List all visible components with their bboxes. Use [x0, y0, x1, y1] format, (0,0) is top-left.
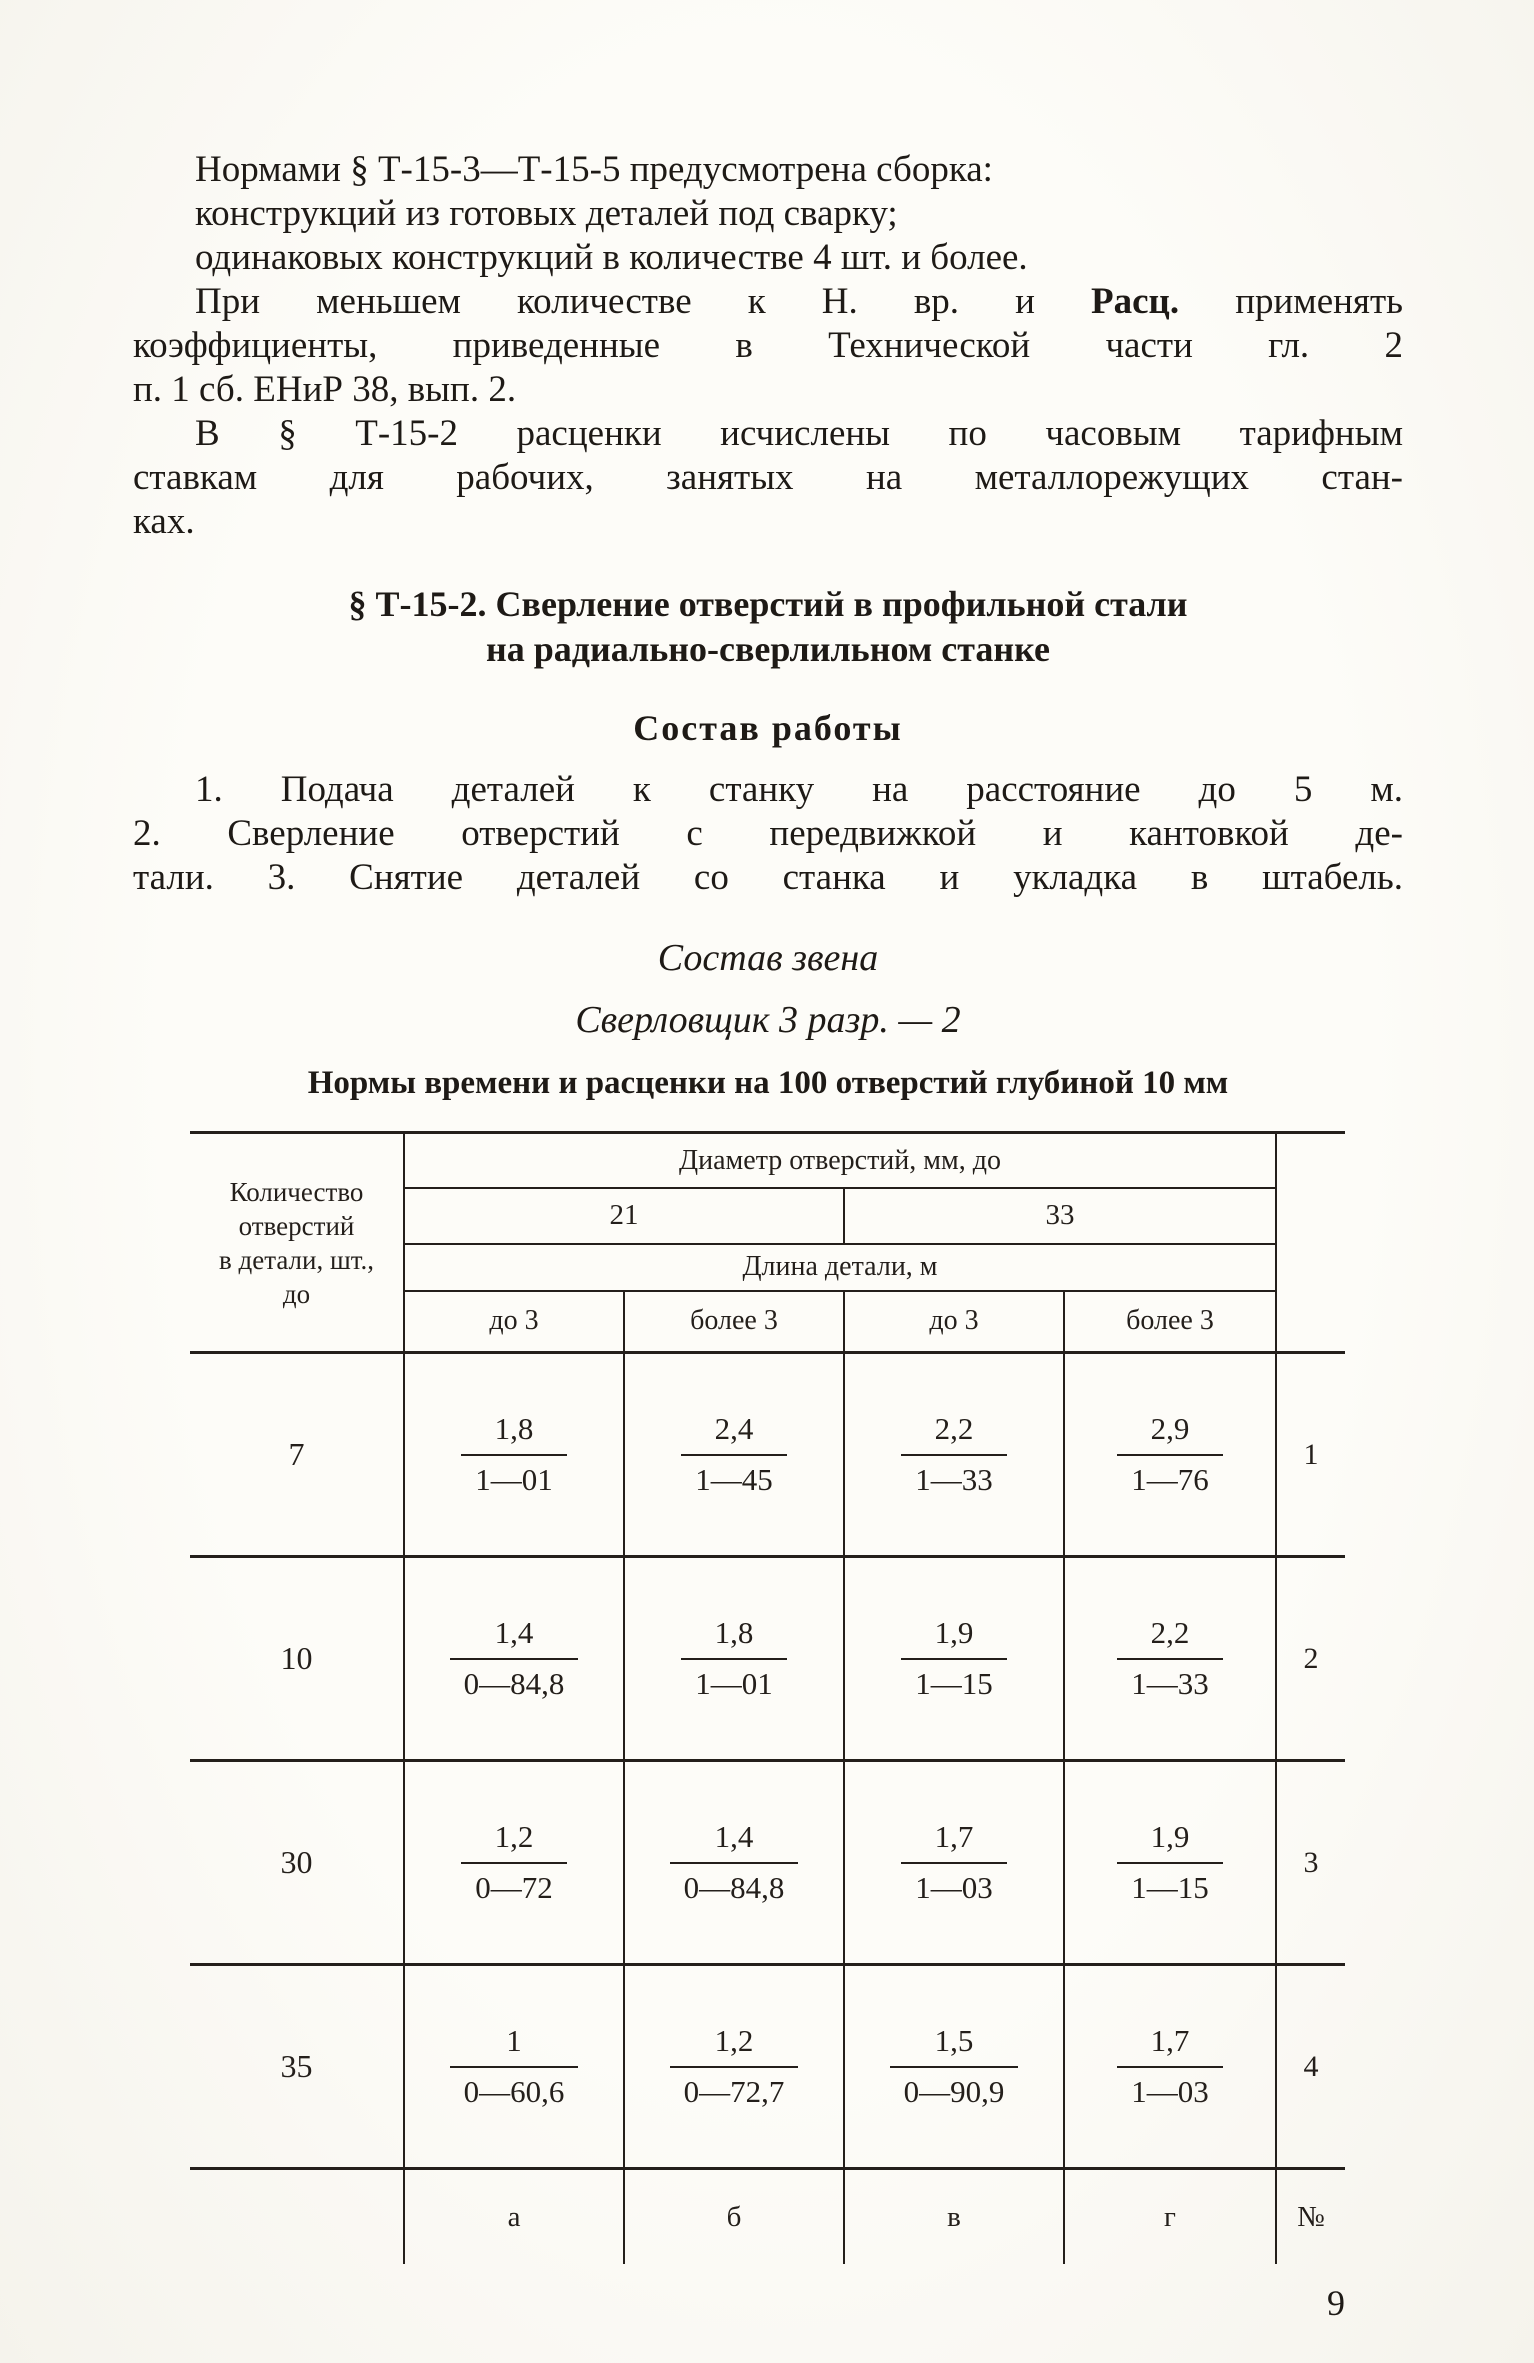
rate-value: 1—33 — [901, 1454, 1007, 1498]
time-value: 1,8 — [714, 1615, 754, 1650]
time-rate-cell — [845, 1354, 1065, 1555]
paragraph-line: одинаковых конструкций в количестве 4 шт. и более. — [195, 237, 1028, 278]
time-value: 2,9 — [1150, 1411, 1190, 1446]
qty-cell: 10 — [190, 1558, 405, 1759]
section-heading — [133, 582, 1403, 672]
time-value: 1,5 — [934, 2023, 974, 2058]
fraction — [450, 1615, 579, 1702]
fraction — [461, 1819, 567, 1906]
bold-term: Расц. — [1091, 281, 1180, 322]
fraction — [681, 1411, 787, 1498]
table-qty-header-line: отверстий — [238, 1210, 355, 1241]
time-rate-cell — [1065, 1558, 1275, 1759]
length-col-header: более 3 — [625, 1292, 845, 1351]
table-row — [190, 1966, 1345, 2170]
rate-value: 1—45 — [681, 1454, 787, 1498]
rate-value: 0—84,8 — [670, 1862, 799, 1906]
time-value: 1,4 — [494, 1615, 534, 1650]
time-value: 2,2 — [1150, 1615, 1190, 1650]
fraction — [901, 1819, 1007, 1906]
time-rate-cell — [625, 1762, 845, 1963]
rate-value: 1—01 — [681, 1658, 787, 1702]
table-row — [190, 1558, 1345, 1762]
table-header-middle — [405, 1134, 1275, 1351]
rate-value: 0—60,6 — [450, 2066, 579, 2110]
paragraph-line: коэффициенты, приведенные в Технической части гл. 2 — [133, 325, 1403, 366]
work-composition-text — [133, 768, 1403, 900]
rate-value: 1—03 — [901, 1862, 1007, 1906]
paragraph-line: Нормами § Т-15-3—Т-15-5 предусмотрена сборка: — [195, 149, 993, 190]
numero-cell: № — [1275, 2170, 1345, 2264]
time-value: 1,8 — [494, 1411, 534, 1446]
qty-cell: 7 — [190, 1354, 405, 1555]
time-rate-cell — [1065, 1354, 1275, 1555]
diameter-header: Диаметр отверстий, мм, до — [405, 1134, 1275, 1189]
qty-cell: 30 — [190, 1762, 405, 1963]
rate-value: 1—76 — [1117, 1454, 1223, 1498]
time-rate-cell — [1065, 1966, 1275, 2167]
row-index-cell: 3 — [1275, 1762, 1345, 1963]
row-index-cell: 4 — [1275, 1966, 1345, 2167]
time-rate-cell — [405, 1762, 625, 1963]
fraction — [890, 2023, 1019, 2110]
table-footer-row — [190, 2170, 1345, 2264]
paragraph-line: 2. Сверление отверстий с передвижкой и кантовкой де- — [133, 813, 1403, 854]
fraction — [1117, 1411, 1223, 1498]
time-rate-cell — [405, 1966, 625, 2167]
line-text: При меньшем количестве к Н. вр. и — [195, 281, 1092, 322]
fraction — [1117, 2023, 1223, 2110]
fraction — [681, 1615, 787, 1702]
intro-paragraphs — [133, 148, 1403, 544]
length-col-header: более 3 — [1126, 1305, 1214, 1337]
column-letter: а — [405, 2170, 625, 2264]
time-value: 1,9 — [1150, 1819, 1190, 1854]
table-header — [190, 1134, 1345, 1354]
time-rate-cell — [845, 1762, 1065, 1963]
time-rate-cell — [845, 1966, 1065, 2167]
length-columns — [405, 1292, 1275, 1351]
time-value: 1,4 — [714, 1819, 754, 1854]
page-number: 9 — [1327, 2283, 1345, 2323]
time-value: 1 — [506, 2023, 522, 2058]
diameter-group-33: 33 — [1045, 1199, 1075, 1232]
rate-value: 1—33 — [1117, 1658, 1223, 1702]
paragraph-line: ставкам для рабочих, занятых на металлорежущих стан- — [133, 457, 1403, 498]
time-rate-cell — [1065, 1762, 1275, 1963]
paragraph-line: конструкций из готовых деталей под сварку; — [195, 193, 898, 234]
time-rate-cell — [625, 1354, 845, 1555]
column-letter: в — [845, 2170, 1065, 2264]
time-rate-cell — [625, 1966, 845, 2167]
table-qty-header-line: в детали, шт., — [218, 1244, 375, 1275]
qty-cell: 35 — [190, 1966, 405, 2167]
section-heading-line2: на радиально-сверлильном станке — [486, 629, 1050, 669]
column-letter: б — [625, 2170, 845, 2264]
rate-value: 1—15 — [901, 1658, 1007, 1702]
fraction — [901, 1615, 1007, 1702]
fraction — [1117, 1819, 1223, 1906]
length-header: Длина детали, м — [405, 1245, 1275, 1292]
time-value: 1,7 — [1150, 2023, 1190, 2058]
fraction — [670, 1819, 799, 1906]
time-rate-cell — [625, 1558, 845, 1759]
table-title: Нормы времени и расценки на 100 отверстий глубиной 10 мм — [307, 1065, 1229, 1101]
team-composition-heading: Состав звена — [657, 937, 879, 979]
row-index-cell: 1 — [1275, 1354, 1345, 1555]
rate-value: 1—15 — [1117, 1862, 1223, 1906]
rate-value: 1—01 — [461, 1454, 567, 1498]
fraction — [450, 2023, 579, 2110]
table-qty-header — [190, 1134, 405, 1351]
paragraph-line: тали. 3. Снятие деталей со станка и укладка в штабель. — [133, 857, 1403, 898]
row-index-cell: 2 — [1275, 1558, 1345, 1759]
column-letter: г — [1164, 2200, 1176, 2233]
paragraph-line: п. 1 сб. ЕНиР 38, вып. 2. — [133, 369, 517, 410]
team-composition-line: Сверловщик 3 разр. — 2 — [575, 999, 961, 1041]
time-rate-cell — [405, 1354, 625, 1555]
time-rate-cell — [845, 1558, 1065, 1759]
time-rate-cell — [405, 1558, 625, 1759]
time-value: 1,9 — [934, 1615, 974, 1650]
rate-value: 0—72,7 — [670, 2066, 799, 2110]
fraction — [461, 1411, 567, 1498]
table-qty-header-line: Количество — [229, 1176, 364, 1207]
fraction — [670, 2023, 799, 2110]
table-qty-header-line: до — [282, 1278, 311, 1309]
rate-value: 1—03 — [1117, 2066, 1223, 2110]
paragraph-line: В § Т-15-2 расценки исчислены по часовым тарифным — [195, 413, 1403, 454]
paragraph-line: 1. Подача деталей к станку на расстояние до 5 м. — [195, 769, 1403, 810]
norms-table — [190, 1131, 1345, 2264]
paragraph-line: ках. — [133, 501, 195, 542]
fraction — [1117, 1615, 1223, 1702]
length-col-header: до 3 — [845, 1292, 1065, 1351]
time-value: 1,2 — [494, 1819, 534, 1854]
index-column-header — [1275, 1134, 1345, 1351]
rate-value: 0—84,8 — [450, 1658, 579, 1702]
length-col-header: до 3 — [405, 1292, 625, 1351]
rate-value: 0—90,9 — [890, 2066, 1019, 2110]
fraction — [901, 1411, 1007, 1498]
time-value: 2,4 — [714, 1411, 754, 1446]
line-text: применять — [1179, 281, 1403, 322]
table-row — [190, 1354, 1345, 1558]
section-heading-line1: § Т-15-2. Сверление отверстий в профильной стали — [348, 584, 1188, 624]
table-row — [190, 1762, 1345, 1966]
rate-value: 0—72 — [461, 1862, 567, 1906]
time-value: 1,2 — [714, 2023, 754, 2058]
footer-empty-cell — [190, 2170, 405, 2264]
diameter-groups — [405, 1189, 1275, 1244]
work-composition-heading: Состав работы — [633, 708, 903, 748]
time-value: 2,2 — [934, 1411, 974, 1446]
diameter-group-21: 21 — [405, 1189, 845, 1242]
time-value: 1,7 — [934, 1819, 974, 1854]
paragraph-line — [133, 280, 1403, 324]
